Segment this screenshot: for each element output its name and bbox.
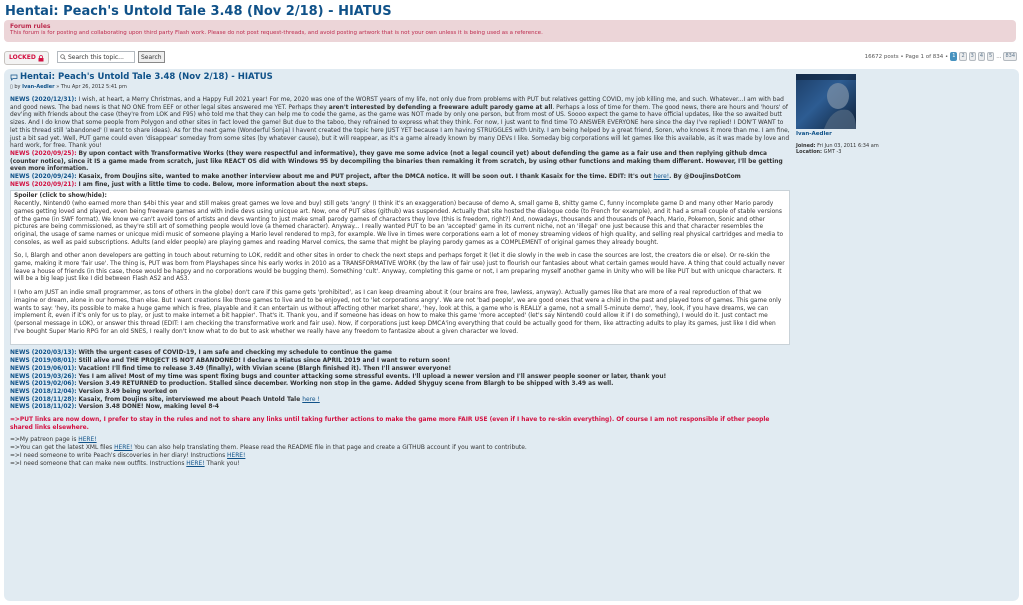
news-bold: With the urgent cases of COVID-19, I am safe and checking my schedule to continue the game [78,350,392,357]
news-tag: NEWS (2020/03/13): [10,350,77,357]
news-tag: NEWS (2019/02/06): [10,381,77,388]
footer-line [10,445,790,453]
spoiler-toggle[interactable]: Spoiler (click to show/hide): [14,193,107,200]
page-title[interactable]: Hentai: Peach's Untold Tale 3.48 (Nov 2/18) - HIATUS [5,4,392,19]
footer-text: =>I need someone that can make new outfits. Instructions [10,460,187,467]
profile-username[interactable]: Ivan-Aedler [796,131,832,137]
xml-files-link[interactable]: HERE! [114,445,133,452]
news-item [10,174,790,182]
locked-button[interactable] [4,51,49,65]
news-bold: Kasaix, from Doujins site, interviewed me about Peach Untold Tale [78,396,303,403]
news-bold: Vacation! I'll find time to release 3.49 (finally), with Vivian scene (Blargh finished it). Then I'll answer everyone! [78,365,452,372]
news-item [10,397,790,405]
news-bold: aren't interested by defending a freeware adult parody game at all [328,104,553,111]
news-text: I wish, at heart, a Merry Christmas, and a Happy Full 2021 year! For me, 2020 was one of the WORST years of my life, not only due from problems with PUT but relatives getting COVID, my job killing me, and such. Whatever...I am with bad and good news. The bad news is that NO ONE from EEF or other legal sites answered me YET. Perhaps they [10,97,784,111]
forum-rules-title: Forum rules [10,23,51,30]
post-content [10,97,790,468]
news-tag: NEWS (2020/09/21): [10,181,77,188]
news-bold: Version 3.48 DONE! Now, making level 8-4 [78,404,219,411]
news-tag: NEWS (2020/12/31): [10,97,77,103]
page-link-1[interactable]: 1 [952,53,956,59]
news-item [10,358,790,366]
post-by-label: by [14,84,21,90]
footer-text: =>My patreon page is [10,437,79,444]
action-bar [4,51,1019,65]
news-tag: NEWS (2018/12/04): [10,388,77,395]
news-text: . Perhaps a loss of time for them. The good news, there are hours and 'hours' of dev'ing with friends about the case (they're from LOK and F95) who told me that they can help me to code the game, as the game was NOT made by only one person, but from most of US. Soooo expect the game to have official updates, like the so awaited butt sizes. And I do know that some people from Polygon and other sites in fact loved the game! But due to the taboo, they refrained to express what they think. For now, I just want to find time TO ANSWER EVERYONE here since the day I've replied! I DON'T WANT to let this thread still 'abandoned' (I want to share ideas). As for the next game (Wonderful Sonja) I havent created the topic here JUST YET because I am having STRUGGLES with Unity. I am being helped by a great friend, Soren, who knows it more than me. I am fine, just a bit sad yet. Well, PUT game could even 'disappear' someday from some sites (by whatever cause), but it will reappear, as it's a game already known by many DEVs I like. Someday big corporations will let games like this available, as it was made by love and hard work, for free. Thank you! [10,104,790,150]
spoiler-paragraph: So, I, Blargh and other anon developers are getting in touch about returning to LOK, reddit and other sites in order to check the next steps and perhaps forget it (let it die slowly in the web in case the sources are lost, the creators die or else). Or re-skin the game, making it more 'fair use'. The thing is, PUT was born from Playshapes since his early works in 2010 as a TRANSFORMATIVE WORK (by the law of fair use) just to flourish our fantasies about what certain games would have. A thing that could actually never leave a house of friends (in this case, those would be happy and no corporations would be bugging them). Something 'cult'. Anyway, completing this game or not, I am preparing myself another game in Unity who will be like PUT but with unicque characters. It will be a big leap just like I did between Flash AS2 and AS3. [14,253,785,283]
news-item [10,404,790,412]
page-link-2[interactable]: 2 [961,53,965,59]
news-bold: Yes I am alive! Most of my time was spent fixing bugs and counter attacking some stressful events. I'll upload a newer version and I'll answer people sooner or later, thank you! [78,373,667,380]
news-bold: I am fine, just with a little time to code. Below, more information about the next steps. [78,181,369,188]
page-link-4[interactable]: 4 [979,53,984,59]
page-link-3[interactable]: 3 [970,53,974,59]
footer-line [10,453,790,461]
footer-text: You can also help translating them. Please read the README file in that page and create a GITHUB account if you want to contribute. [132,445,527,452]
spoiler-paragraph: Recently, Nintend0 (who earned more than $4bi this year and still makes great games we love and buy) still gets 'angry' (I think it's an exaggeration) because of demo A, small game B, shitty game C, funny incomplete game D and many other Mario parody games getting loved and played, even being freeware games and with indie devs using unicque art. Now, one of PUT sites (github) was suspended. Actually that site hosted the dialogue code (to French for example), and it had a small couple of stable versions of the game (in SWF format). We know we can't avoid tons of artists and devs wanting to just make small parody games of characters they love (this is freedom, right?) And, nowadays, thousands and thousands of Peach, Mario, Pokemon, Sonic and other pictures are being commissioned, as they're still art of something people would love (a themed character). Anyway... I really wanted PUT to be an 'accepted' game in its current niche, not an 'illegal' one just because this and that character resembles the original, the usage of same names or unicque midi music of someone playing a Mario level rendered to mp3, for example. We live in times were corporations earn a lot of money streaming videos of high quality, and selling real physical cartridges and media to consoles, as well as paid subscriptions. Adults (and elder people) are playing games and reading Marvel comics, the same that might be playing parody games as a COMPLEMENT of original games they already bought. [14,201,784,246]
pagination-ellipsis: ... [996,53,1002,60]
news-bold: By upon contact with Transformative Works (they were respectful and informative), they gave me some advice (not a legal council yet) about defending the game as a fair use and then replying github dmca (counter notice), since it IS a game made from scratch, just like REACT OS did with Windows 95 by decompiling the binaries then remaking it from scratch, by using other functions and making them different. However, I'll be getting even more information. [10,150,783,173]
location-value: GMT -3 [823,149,842,155]
spoiler-box [10,190,790,345]
patreon-link[interactable]: HERE! [78,437,97,444]
news-item [10,374,790,382]
footer-text: =>You can get the latest XML files [10,445,115,452]
post-author-link[interactable]: Ivan-Aedler [22,84,55,90]
news-item [10,151,790,174]
pagination-text: 16672 posts • Page 1 of 834 • [864,53,949,60]
interview-link[interactable]: here ! [302,396,320,403]
news-bold: . By @DoujinsDotCom [669,174,741,181]
page-link-last[interactable]: 834 [1005,53,1015,59]
search-icon [60,54,66,60]
post-container [4,69,1019,601]
joined-label: Joined: [796,143,816,149]
post-icon: ▯ [10,84,13,90]
footer-text: Thank you! [204,460,240,467]
search-placeholder: Search this topic... [68,53,124,61]
put-links-notice: =>PUT links are now down, I prefer to stay in the rules and not to share any links until taking further actions to make the game more FAIR USE (even if I have to re-skin everything). Of course I am not responsible if other people shared links elsewhere. [10,417,770,431]
footer-line [10,437,790,445]
interview-link[interactable]: here! [653,174,670,181]
outfits-instructions-link[interactable]: HERE! [186,460,205,467]
search-button[interactable]: Search [138,51,165,63]
forum-rules-box [4,20,1016,42]
location-label: Location: [796,149,823,155]
news-bold: Version 3.49 RETURNED to production. Stalled since december. Working non stop in the game. Added Shyguy scene from Blargh to be shipped with 3.49 as well. [78,381,614,388]
spoiler-paragraph: I (who am JUST an indie small programmer, as tons of others in the globe) don't care if this game gets 'prohibited', as I can keep dreaming about it (our brains are free, lawless, anyway). Actually games like that are more of a real reproduction of that we imagine or dream, alone in our homes, than else. But I want creations like those games to live and to be enjoyed, not to 'let corporations angry'. We are not 'bad people', we are good ones that were a child in the past and played tons of games. This game only wants to say: 'hey, its possible to make a huge game which is free, playable and it can entertain us without affecting other market share', 'hey, look at this, a game who is REALLY a game, not a small 5-minute demo', 'hey, look, if you have dreams, we can implement it, even if it's only for us to play, or just to make internet a bit happier'. That's it. Thank you, and if someone has ideas on how to make this game 'more accepted' (let's say Nintend0 could allow it if I do something), I would do it. Just contact me (personal message in LOK), or answer this thread (EDIT: I am checking the transformative work and fair use). Now, if corporations just keep DMCA'ing everything that could be actually good for them, like attracting adults to play its games, just like I did when I've bought Super Mario RPG for an old SNES, I really don't know what to do but to ask whether we really have any freedom to fantasize about a given character we loved. [14,290,782,335]
news-item [10,350,790,358]
page-link-5[interactable]: 5 [989,53,993,59]
news-tag: NEWS (2019/03/26): [10,373,77,380]
news-item [10,381,790,389]
post-meta [10,84,127,90]
news-item [10,97,790,151]
author-profile [796,74,1006,155]
news-bold: Kasaix, from Doujins site, wanted to make another interview about me and PUT project, after the DMCA notice. It will be soon out. I thank Kasaix for the time. EDIT: It's out [78,174,654,181]
footer-text: =>I need someone to write Peach's discoveries in her diary! Instructions [10,452,228,459]
footer-line [10,461,790,469]
avatar[interactable] [796,74,856,129]
search-input[interactable] [57,51,135,63]
profile-location [796,149,1006,155]
joined-value: Fri Jun 03, 2011 6:34 am [817,143,879,149]
speech-bubble-icon [10,74,18,81]
post-title[interactable] [10,72,273,82]
pagination [865,52,1017,61]
avatar-figure-icon [796,74,856,129]
news-tag: NEWS (2019/08/01): [10,358,77,365]
diary-instructions-link[interactable]: HERE! [227,452,246,459]
news-bold: Version 3.49 being worked on [78,388,178,395]
news-bold: Still alive and THE PROJECT IS NOT ABANDONED! I declare a Hiatus since APRIL 2019 and I want to return soon! [78,358,451,365]
news-tag: NEWS (2020/09/24): [10,174,77,181]
news-tag: NEWS (2019/06/01): [10,365,77,372]
news-tag: NEWS (2018/11/02): [10,404,77,411]
news-tag: NEWS (2020/09/25): [10,150,77,157]
news-item [10,366,790,374]
news-tag: NEWS (2018/11/28): [10,396,77,403]
post-title-text: Hentai: Peach's Untold Tale 3.48 (Nov 2/18) - HIATUS [20,72,273,82]
forum-rules-text: This forum is for posting and collaborating upon third party Flash work. Please do not post request-threads, and avoid posting artwork that is not your own unless it is being used as a reference. [10,30,543,36]
post-date: » Thu Apr 26, 2012 5:41 pm [56,84,127,90]
news-item [10,389,790,397]
locked-label: LOCKED [9,54,36,61]
news-item [10,182,790,190]
lock-icon [38,55,44,62]
